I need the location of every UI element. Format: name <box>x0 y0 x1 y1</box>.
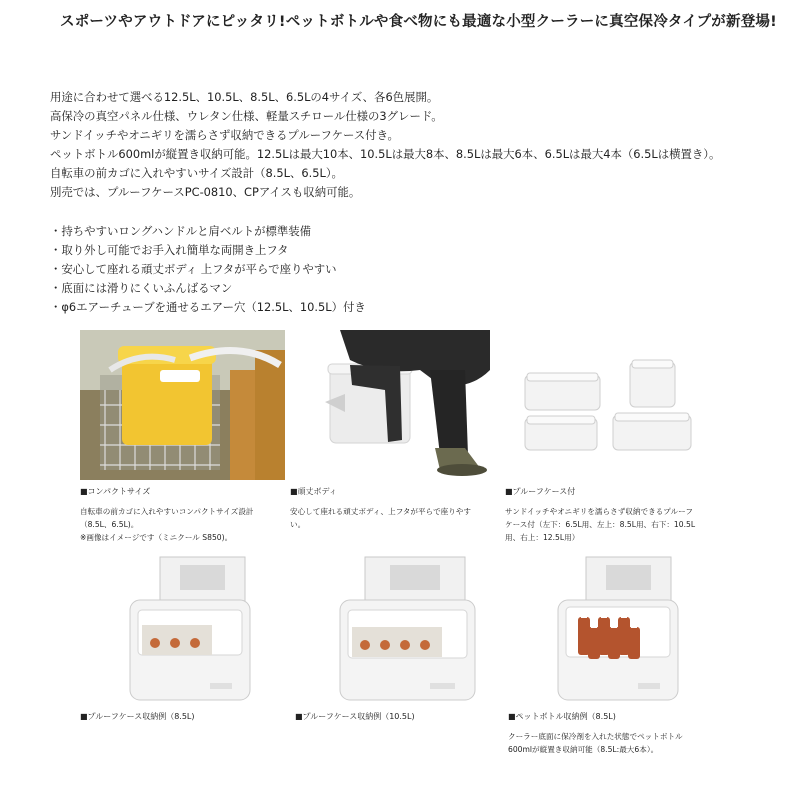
intro-text <box>50 88 790 202</box>
card-compact-size <box>80 330 285 544</box>
intro-line: 自転車の前カゴに入れやすいサイズ設計（8.5L、6.5L）。 <box>50 166 343 180</box>
intro-line: 高保冷の真空パネル仕様、ウレタン仕様、軽量スチロール仕様の3グレード。 <box>50 109 443 123</box>
card-title: ■頑丈ボディ <box>290 487 337 496</box>
feature-item: ・取り外し可能でお手入れ簡単な両開き上フタ <box>50 243 289 257</box>
card-line: ※画像はイメージです（ミニクール S850)。 <box>80 533 233 542</box>
card-line: 用、右上：12.5L用） <box>505 533 580 542</box>
card-description <box>290 505 495 531</box>
intro-line: ペットボトル600mlが縦置き収納可能。12.5Lは最大10本、10.5Lは最大8本、8.5Lは最大6本、6.5Lは最大4本（6.5Lは横置き）。 <box>50 147 721 161</box>
card-line: い。 <box>290 520 306 529</box>
card-proof-case <box>505 330 710 544</box>
intro-line: 別売では、プルーフケースPC-0810、CPアイスも収納可能。 <box>50 185 361 199</box>
sitting-on-cooler-photo <box>290 330 495 480</box>
card-line: （8.5L、6.5L)。 <box>80 520 139 529</box>
card-proof-case-example-10-5l <box>295 555 500 722</box>
headline: スポーツやアウトドアにピッタリ!ペットボトルや食べ物にも最適な小型クーラーに真空保冷タイプが新登場! <box>60 14 777 30</box>
card-description <box>80 505 285 544</box>
card-pet-bottle-example-8-5l <box>508 555 713 756</box>
card-description <box>505 505 710 544</box>
pet-bottle-cooler-photo <box>508 555 713 705</box>
bicycle-basket-photo <box>80 330 285 480</box>
feature-item: ・安心して座れる頑丈ボディ 上フタが平らで座りやすい <box>50 262 337 276</box>
card-title: ■コンパクトサイズ <box>80 487 151 496</box>
open-cooler-photo <box>295 555 500 705</box>
card-title: ■ペットボトル収納例（8.5L) <box>508 712 616 721</box>
intro-line: 用途に合わせて選べる12.5L、10.5L、8.5L、6.5Lの4サイズ、各6色展開。 <box>50 90 439 104</box>
card-line: クーラー底面に保冷剤を入れた状態でペットボトル <box>508 732 683 741</box>
card-line: ケース付（左下：6.5L用、左上：8.5L用、右下：10.5L <box>505 520 696 529</box>
feature-item: ・持ちやすいロングハンドルと肩ベルトが標準装備 <box>50 224 312 238</box>
card-line: サンドイッチやオニギリを濡らさず収納できるプルーフ <box>505 507 693 516</box>
intro-line: サンドイッチやオニギリを濡らさず収納できるプルーフケース付き。 <box>50 128 399 142</box>
card-line: 自転車の前カゴに入れやすいコンパクトサイズ設計 <box>80 507 254 516</box>
proof-cases-photo <box>505 330 710 480</box>
card-proof-case-example-8-5l <box>80 555 285 722</box>
card-sturdy-body <box>290 330 495 531</box>
open-cooler-photo <box>80 555 285 705</box>
card-line: 600mlが縦置き収納可能（8.5L:最大6本）。 <box>508 745 659 754</box>
card-title: ■プルーフケース収納例（10.5L) <box>295 712 415 721</box>
feature-item: ・φ6エアーチューブを通せるエアー穴（12.5L、10.5L）付き <box>50 300 366 314</box>
feature-item: ・底面には滑りにくいふんばるマン <box>50 281 233 295</box>
feature-list <box>50 222 790 317</box>
card-line: 安心して座れる頑丈ボディ、上フタが平らで座りやす <box>290 507 472 516</box>
card-title: ■プルーフケース付 <box>505 487 576 496</box>
card-description <box>508 730 713 756</box>
card-title: ■プルーフケース収納例（8.5L) <box>80 712 195 721</box>
